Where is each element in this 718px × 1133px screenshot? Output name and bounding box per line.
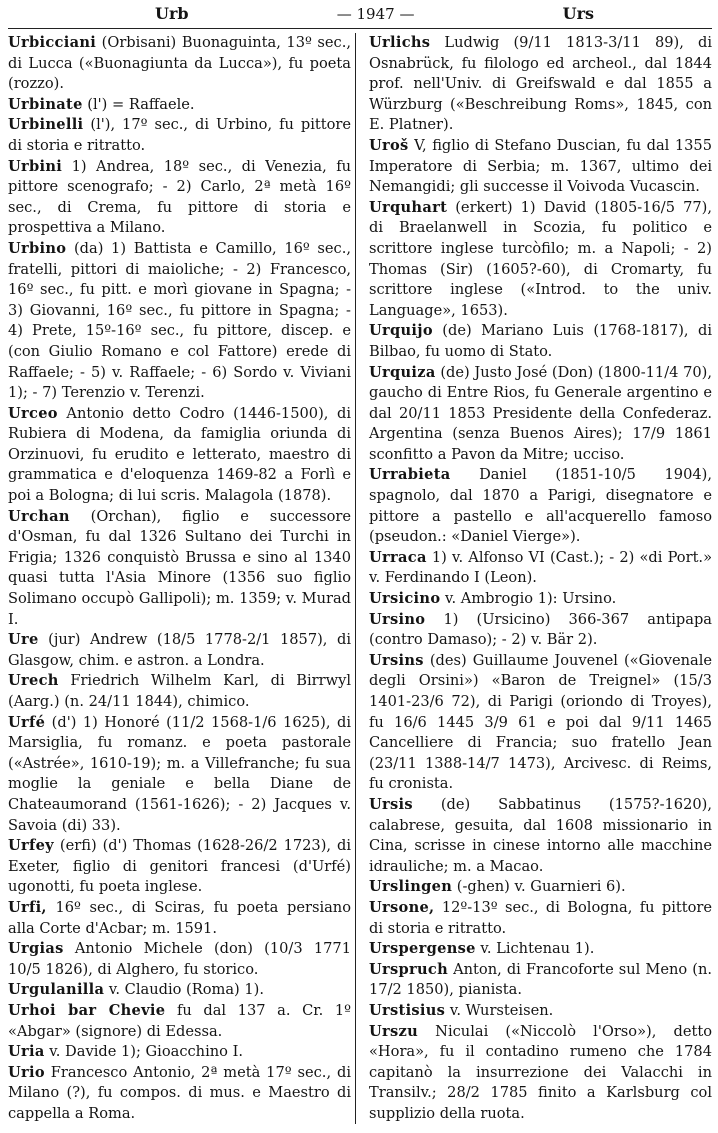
entry-headword: Uroš [369,136,409,154]
header-left-word: Urb [155,4,189,23]
entry-headword: Urgias [8,940,64,958]
dictionary-entry [369,610,712,651]
entry-headword: Urquhart [369,198,448,216]
dictionary-entry [369,960,712,1001]
dictionary-entry [369,795,712,877]
entry-text: (d') 1) Honoré (11/2 1568-1/6 1625), di Marsiglia, fu romanz. e poeta pastorale («Astrée», 1610-19); m. a Villefranche; fu sua moglie la geniale e bella Diane de Chateaumorand (1561-1626); - 2) Jacques v. Savoia (di) 33). [8,713,351,834]
entry-text: (Orchan), figlio e successore d'Osman, fu dal 1326 Sultano dei Turchi in Frigia; 1326 conquistò Brussa e sino al 1340 quasi tutta l'Asia Minore (1356 suo figlio Solimano occupò Gallipoli); m. 1359; v. Murad I. [8,507,351,628]
dictionary-entry [8,507,351,631]
entry-headword: Ursone, [369,898,435,916]
entry-headword: Urfi, [8,898,47,916]
dictionary-entry [369,33,712,136]
dictionary-entry [8,713,351,837]
dictionary-entry [8,1063,351,1125]
entry-text: (Orbisani) Buonaguinta, 13º sec., di Lucca («Buonagiunta da Lucca»), fu poeta (rozzo). [8,34,351,93]
entry-text: 1) (Ursicino) 366-367 antipapa (contro Damaso); - 2) v. Bär 2). [369,610,712,649]
entry-headword: Urbinate [8,95,83,113]
entry-text: Francesco Antonio, 2ª metà 17º sec., di Milano (?), fu compos. di mus. e Maestro di cappella a Roma. [8,1063,351,1122]
entry-headword: Urech [8,672,59,690]
entry-text: 12º-13º sec., di Bologna, fu pittore di storia e ritratto. [369,898,712,937]
entry-text: v. Davide 1); Gioacchino I. [44,1043,243,1061]
entry-headword: Urio [8,1063,45,1081]
dictionary-entry [369,321,712,362]
entry-headword: Urfé [8,713,46,731]
entry-headword: Urslingen [369,878,453,896]
dictionary-entry [8,115,351,156]
dictionary-entry [369,363,712,466]
entry-headword: Urbini [8,157,63,175]
entry-text: (des) Guillaume Jouvenel («Giovenale degli Orsini») «Baron de Treignel» (15/3 1401-23/6 72), di Parigi (oriondo di Troyes), fu 16/6 1445 3/9 61 e poi dal 9/11 1465 Cancelliere di Francia; suo fratello Jean (23/11 1388-14/7 1473), Arcivesc. di Reims, fu cronista. [369,651,712,793]
entry-text: (l') = Raffaele. [82,95,195,113]
dictionary-entry [369,136,712,198]
dictionary-entry [369,877,712,898]
dictionary-entry [8,1042,351,1063]
entry-headword: Urbicciani [8,34,97,51]
right-column [363,33,712,1124]
dictionary-entry [8,671,351,712]
dictionary-entry [369,548,712,589]
entry-headword: Urhoi bar Chevie [8,1001,166,1019]
entry-text: 1) Andrea, 18º sec., di Venezia, fu pittore scenografo; - 2) Carlo, 2ª metà 16º sec., di Crema, fu pittore di storia e prospettiva a Milano. [8,157,351,237]
entry-text: v. Claudio (Roma) 1). [104,981,264,999]
entry-text: v. Wursteisen. [445,1001,554,1019]
entry-headword: Urchan [8,507,70,525]
entry-text: 1) v. Alfonso VI (Cast.); - 2) «di Port.» v. Ferdinando I (Leon). [369,548,712,587]
entry-headword: Urfey [8,837,54,855]
entry-text: (l'), 17º sec., di Urbino, fu pittore di storia e ritratto. [8,116,351,154]
dictionary-entry [8,157,351,239]
two-column-body [8,33,712,1124]
dictionary-entry [8,630,351,671]
entry-headword: Ursino [369,610,426,628]
dictionary-entry [8,95,351,116]
entry-headword: Urraca [369,548,427,566]
entry-text: (erkert) 1) David (1805-16/5 77), di Braelanwell in Scozia, fu politico e scrittore inglese turcòfilo; m. a Napoli; - 2) Thomas (Sir) (1605?-60), di Cromarty, fu scrittore inglese («Introd. to the univ. Language», 1653). [369,198,712,319]
entry-text: v. Lichtenau 1). [475,940,595,958]
entry-text: (de) Justo José (Don) (1800-11/4 70), gaucho di Entre Rios, fu Generale argentino e dal 20/11 1853 Presidente della Confederaz. Argentina (senza Buenos Aires); 17/9 1861 sconfitto a Pavon da Mitre; ucciso. [369,363,712,463]
entry-text: Anton, di Francoforte sul Meno (n. 17/2 1850), pianista. [369,960,712,999]
entry-text: (jur) Andrew (18/5 1778-2/1 1857), di Glasgow, chim. e astron. a Londra. [8,631,351,669]
entry-text: Friedrich Wilhelm Karl, di Birrwyl (Aarg.) (n. 24/11 1844), chimico. [8,672,351,710]
dictionary-entry [8,404,351,507]
entry-headword: Ursis [369,795,413,813]
entry-headword: Urbinelli [8,116,84,134]
entry-headword: Urstisius [369,1001,446,1019]
entry-text: 16º sec., di Sciras, fu poeta persiano alla Corte d'Acbar; m. 1591. [8,898,351,937]
entry-headword: Urgulanilla [8,981,105,999]
header-right-word: Urs [562,4,594,23]
entry-text: (de) Mariano Luis (1768-1817), di Bilbao, fu uomo di Stato. [369,322,712,360]
dictionary-entry [369,589,712,610]
entry-headword: Urrabieta [369,466,451,484]
entry-text: (erfi) (d') Thomas (1628-26/2 1723), di Exeter, figlio di genitori francesi (d'Urfé) ugonotti, fu poeta inglese. [8,837,351,896]
entry-headword: Urceo [8,404,58,422]
dictionary-entry [8,980,351,1001]
entry-text: (da) 1) Battista e Camillo, 16º sec., fratelli, pittori di maioliche; - 2) Francesco, 16º sec., fu pitt. e morì giovane in Spagna; - 3) Giovanni, 16º sec., fu pittore in Spagna; - 4) Prete, 15º-16º sec., fu pittore, discep. e (con Giulio Romano e col Fattore) erede di Raffaele; - 5) v. Raffaele; - 6) Sordo v. Viviani 1); - 7) Terenzio v. Terenzi. [8,239,351,402]
dictionary-entry [8,898,351,939]
entry-headword: Urquiza [369,363,436,381]
entry-text: Niculai («Niccolò l'Orso»), detto «Hora», fu il contadino rumeno che 1784 capitanò la insurrezione dei Valacchi in Transilv.; 28/2 1785 finito a Karlsburg col supplizio della ruota. [369,1022,712,1122]
entry-text: (-ghen) v. Guarnieri 6). [452,878,626,896]
entry-headword: Urquijo [369,322,433,340]
page-number: — 1947 — [336,5,415,23]
entry-text: Ludwig (9/11 1813-3/11 89), di Osnabrück, fu filologo ed archeol., dal 1844 prof. nell'Univ. di Greifswald e dal 1855 a Würzburg («Beschreibung Roms», 1845, con E. Platner). [369,34,712,134]
entry-text: v. Ambrogio 1): Ursino. [440,590,617,608]
dictionary-entry [369,198,712,322]
dictionary-entry [8,33,351,95]
dictionary-entry [369,1022,712,1125]
entry-headword: Urspruch [369,960,449,978]
dictionary-entry [369,939,712,960]
dictionary-entry [369,465,712,547]
dictionary-entry [369,1001,712,1022]
entry-text: V, figlio di Stefano Duscian, fu dal 1355 Imperatore di Serbia; m. 1367, ultimo dei Nemangidi; gli successe il Voivoda Vucascin. [369,136,712,196]
dictionary-entry [8,939,351,980]
entry-headword: Ure [8,631,39,649]
dictionary-entry [369,651,712,795]
dictionary-entry [8,836,351,898]
entry-headword: Urbino [8,239,67,257]
dictionary-entry [8,239,351,404]
entry-headword: Ursicino [369,590,441,608]
entry-text: Daniel (1851-10/5 1904), spagnolo, dal 1870 a Parigi, disegnatore e pittore a pastello e all'acquerello famoso (pseudon.: «Daniel Vierge»). [369,466,712,546]
entry-headword: Urszu [369,1022,419,1040]
entry-headword: Urspergense [369,940,476,958]
left-column [8,33,356,1124]
header-rule [8,28,712,29]
running-header [8,4,712,28]
dictionary-entry [369,898,712,939]
entry-headword: Uria [8,1043,45,1061]
entry-text: Antonio detto Codro (1446-1500), di Rubiera di Modena, da famiglia oriunda di Orzinuovi, fu erudito e letterato, maestro di grammatica e d'eloquenza 1469-82 a Forlì e poi a Bologna; di lui scris. Malagola (1878). [8,404,351,505]
entry-text: fu dal 137 a. Cr. 1º «Abgar» (signore) di Edessa. [8,1001,351,1040]
entry-headword: Urlichs [369,34,431,51]
dictionary-entry [8,1001,351,1042]
entry-text: (de) Sabbatinus (1575?-1620), calabrese, gesuita, dal 1608 missionario in Cina, scrisse in cinese intorno alle macchine idrauliche; m. a Macao. [369,795,712,875]
entry-headword: Ursins [369,651,424,669]
entry-text: Antonio Michele (don) (10/3 1771 10/5 1826), di Alghero, fu storico. [8,940,351,978]
